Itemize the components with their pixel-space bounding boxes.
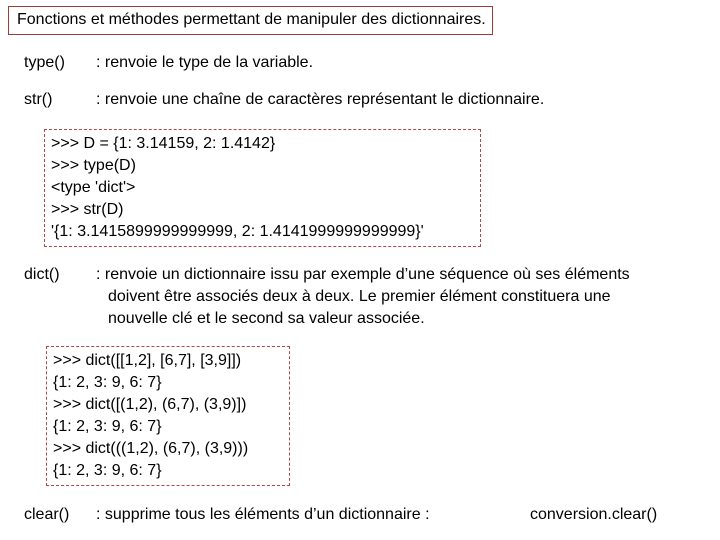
function-name-clear: clear(): [24, 506, 70, 523]
code-line: {1: 2, 3: 9, 6: 7}: [53, 374, 162, 391]
desc-line: : renvoie un dictionnaire issu par exemple d’une séquence où ses éléments: [96, 266, 630, 283]
function-desc-clear: : supprime tous les éléments d’un dictionnaire :: [96, 506, 430, 523]
desc-line: nouvelle clé et le second sa valeur associée.: [108, 310, 425, 327]
function-desc-str: : renvoie une chaîne de caractères représentant le dictionnaire.: [96, 91, 545, 108]
code-line: >>> type(D): [51, 157, 136, 174]
function-desc-type: : renvoie le type de la variable.: [96, 54, 314, 71]
code-line: <type 'dict'>: [51, 179, 136, 196]
function-name-type: type(): [24, 54, 65, 71]
code-line: >>> dict(((1,2), (6,7), (3,9))): [53, 440, 249, 457]
code-line: '{1: 3.1415899999999999, 2: 1.4141999999999999}': [51, 223, 424, 240]
page-title: Fonctions et méthodes permettant de manipuler des dictionnaires.: [8, 6, 493, 35]
desc-line: doivent être associés deux à deux. Le premier élément constituera une: [108, 288, 611, 305]
code-line: {1: 2, 3: 9, 6: 7}: [53, 418, 162, 435]
code-example-type-str: [44, 129, 481, 247]
code-line: >>> str(D): [51, 201, 124, 218]
function-example-clear: conversion.clear(): [530, 506, 658, 523]
code-example-dict: [46, 346, 290, 486]
code-line: >>> dict([(1,2), (6,7), (3,9)]): [53, 396, 247, 413]
function-name-dict: dict(): [24, 266, 60, 283]
function-desc-dict: [96, 264, 691, 330]
function-name-str: str(): [24, 91, 53, 108]
code-line: >>> D = {1: 3.14159, 2: 1.4142}: [51, 135, 276, 152]
code-line: {1: 2, 3: 9, 6: 7}: [53, 462, 162, 479]
code-line: >>> dict([[1,2], [6,7], [3,9]]): [53, 352, 242, 369]
